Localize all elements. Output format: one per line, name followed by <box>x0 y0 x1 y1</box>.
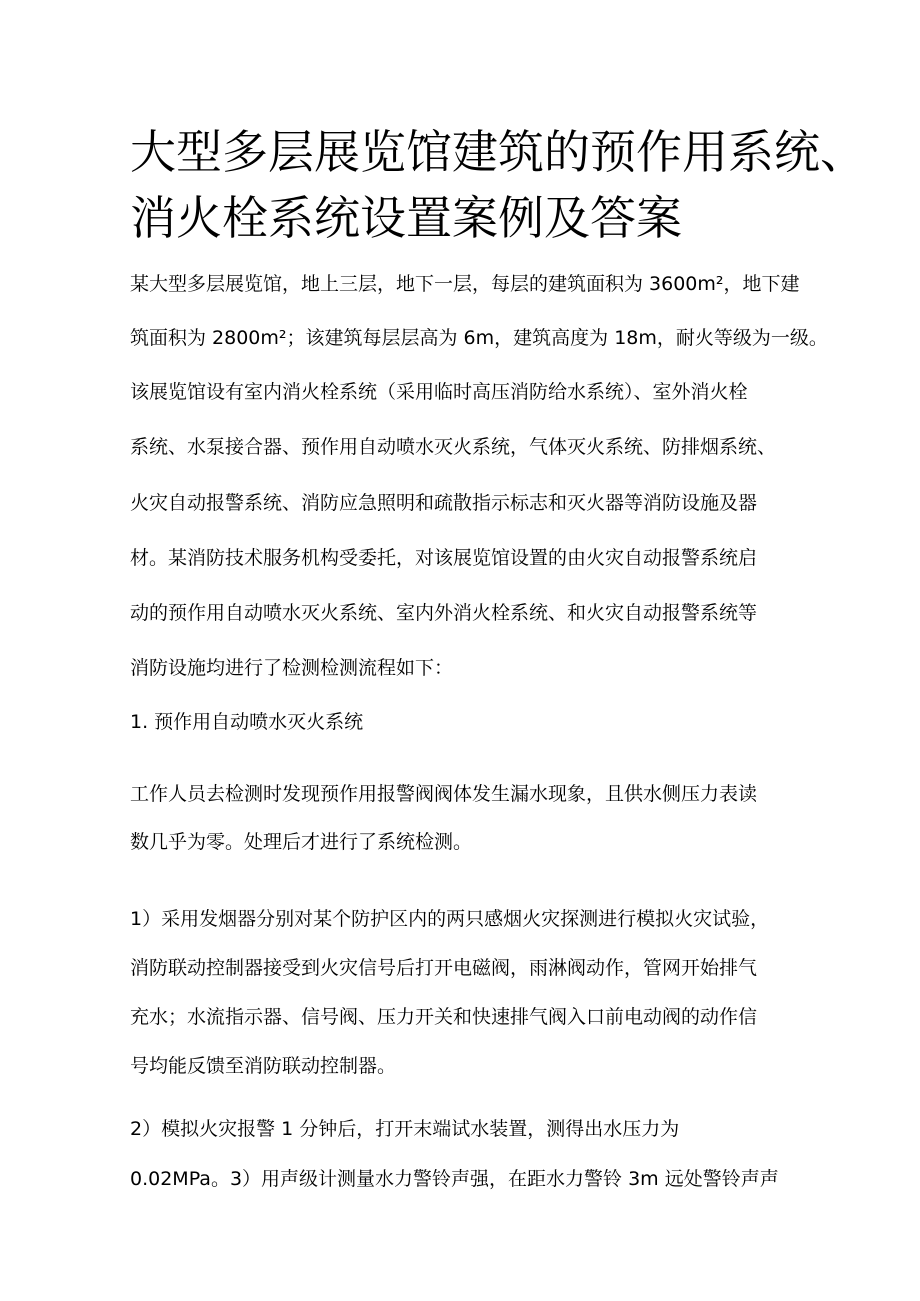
body-line-10: 工作人员去检测时发现预作用报警阀阀体发生漏水现象，且供水侧压力表读 <box>130 783 758 805</box>
section-heading-preaction-system: 1. 预作用自动喷水灭火系统 <box>130 711 364 733</box>
body-line-2: 筑面积为 2800m²；该建筑每层层高为 6m，建筑高度为 18m，耐火等级为一级。 <box>130 327 828 349</box>
document-title-line-1: 大型多层展览馆建筑的预作用系统、 <box>130 125 866 179</box>
body-line-1: 某大型多层展览馆，地上三层，地下一层，每层的建筑面积为 3600m²，地下建 <box>130 273 800 295</box>
body-line-3: 该展览馆设有室内消火栓系统（采用临时高压消防给水系统）、室外消火栓 <box>130 381 748 403</box>
body-line-6: 材。某消防技术服务机构受委托，对该展览馆设置的由火灾自动报警系统启 <box>130 547 758 569</box>
body-line-11: 数几乎为零。处理后才进行了系统检测。 <box>130 831 473 853</box>
body-line-5: 火灾自动报警系统、消防应急照明和疏散指示标志和灭火器等消防设施及器 <box>130 492 758 514</box>
body-line-16: 2）模拟火灾报警 1 分钟后，打开末端试水装置，测得出水压力为 <box>130 1118 680 1140</box>
body-line-14: 充水；水流指示器、信号阀、压力开关和快速排气阀入口前电动阀的动作信 <box>130 1006 758 1028</box>
body-line-13: 消防联动控制器接受到火灾信号后打开电磁阀，雨淋阀动作，管网开始排气 <box>130 957 758 979</box>
body-line-7: 动的预作用自动喷水灭火系统、室内外消火栓系统、和火灾自动报警系统等 <box>130 602 758 624</box>
body-line-8: 消防设施均进行了检测检测流程如下： <box>130 657 454 679</box>
body-line-17: 0.02MPa。3）用声级计测量水力警铃声强，在距水力警铃 3m 远处警铃声声 <box>130 1168 779 1190</box>
body-line-15: 号均能反馈至消防联动控制器。 <box>130 1055 397 1077</box>
document-title-line-2: 消火栓系统设置案例及答案 <box>130 191 682 245</box>
body-line-4: 系统、水泵接合器、预作用自动喷水灭火系统，气体灭火系统、防排烟系统、 <box>130 436 777 458</box>
body-line-12: 1）采用发烟器分别对某个防护区内的两只感烟火灾探测进行模拟火灾试验， <box>130 908 770 930</box>
